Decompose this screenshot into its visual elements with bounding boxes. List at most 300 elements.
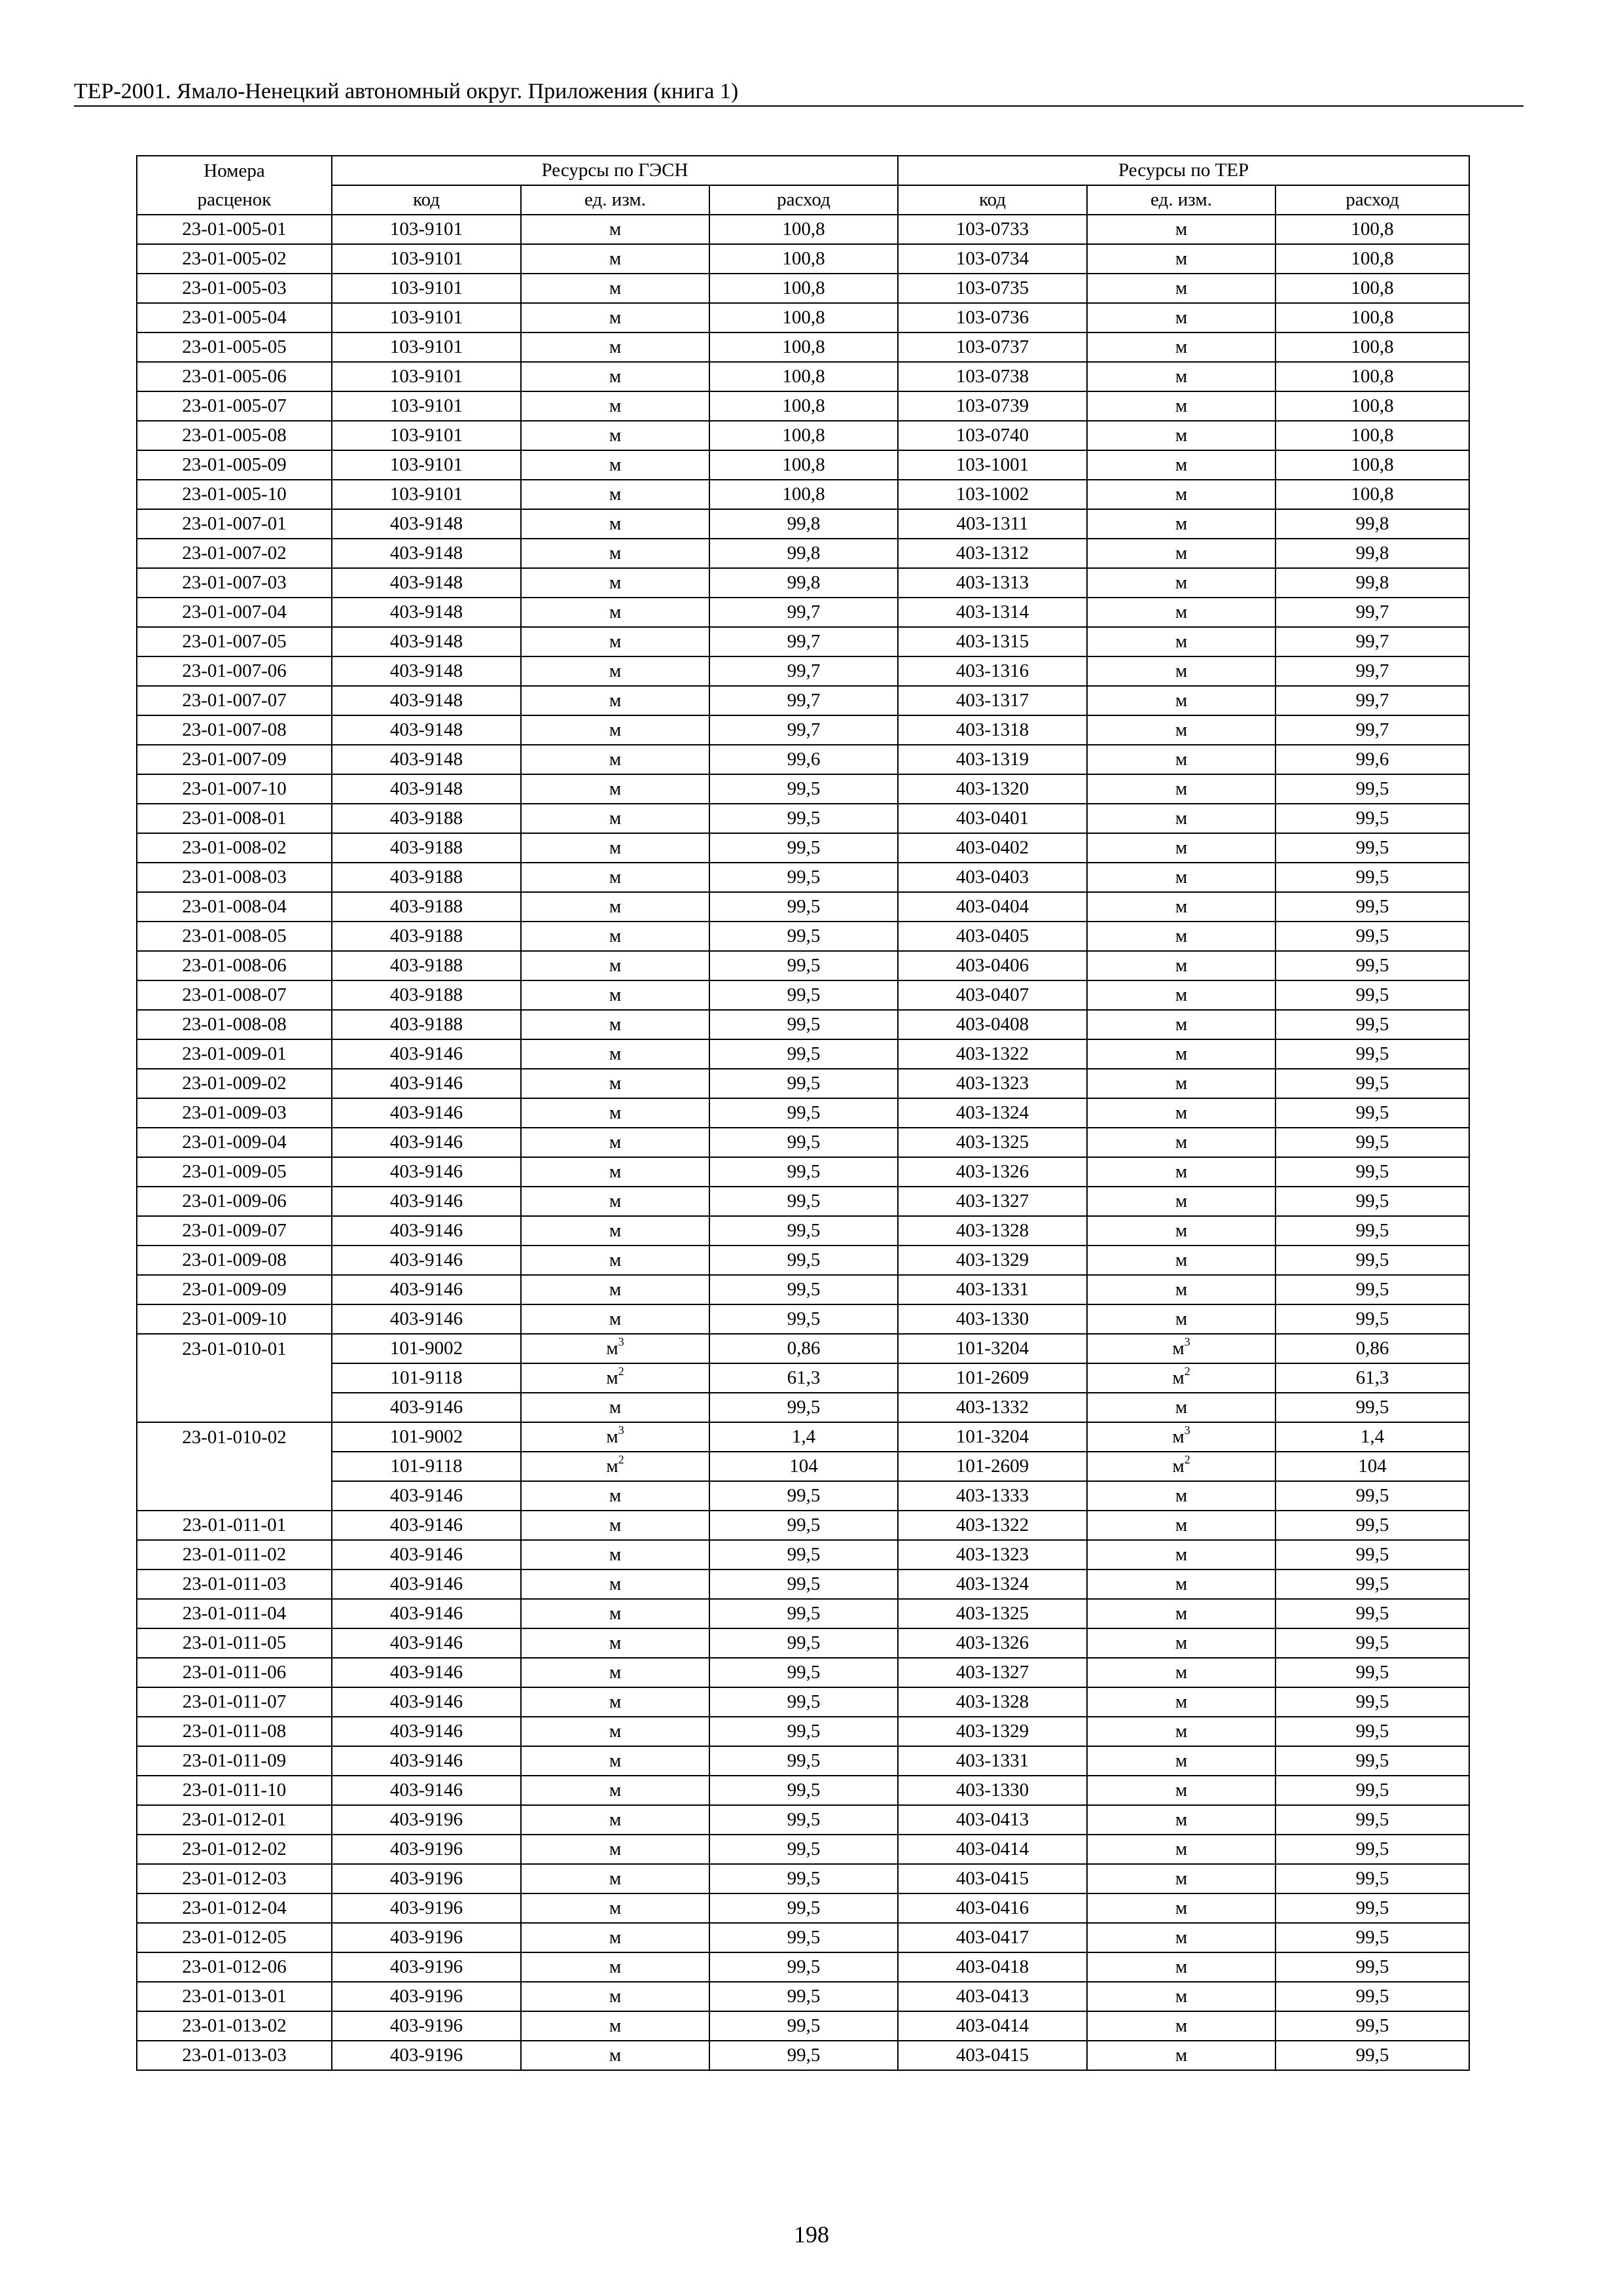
rate-number-cell: 23-01-009-08 xyxy=(137,1246,332,1275)
gesn-unit-cell-base: м xyxy=(606,1456,618,1477)
gesn-amount-cell: 100,8 xyxy=(709,480,898,509)
gesn-amount-cell: 99,5 xyxy=(709,1776,898,1805)
rate-number-cell: 23-01-005-08 xyxy=(137,421,332,450)
ter-unit-cell-base: м xyxy=(1172,1426,1185,1447)
ter-amount-cell: 99,5 xyxy=(1275,1246,1469,1275)
gesn-amount-cell: 99,5 xyxy=(709,1010,898,1039)
ter-unit-cell: м xyxy=(1087,362,1275,391)
ter-unit-cell: м xyxy=(1087,1216,1275,1246)
gesn-code-cell: 403-9148 xyxy=(332,568,521,598)
ter-code-cell: 403-1323 xyxy=(898,1540,1087,1570)
gesn-unit-cell xyxy=(521,1363,709,1393)
ter-unit-cell: м xyxy=(1087,892,1275,922)
ter-unit-cell: м xyxy=(1087,1599,1275,1628)
gesn-code-cell: 103-9101 xyxy=(332,244,521,274)
rate-number-cell: 23-01-005-03 xyxy=(137,274,332,303)
gesn-code-cell: 403-9146 xyxy=(332,1128,521,1157)
ter-code-cell: 403-1327 xyxy=(898,1658,1087,1687)
rate-number-cell: 23-01-011-05 xyxy=(137,1628,332,1658)
table-row xyxy=(137,1481,1469,1511)
ter-amount-cell: 104 xyxy=(1275,1452,1469,1481)
gesn-unit-cell: м xyxy=(521,1952,709,1982)
ter-code-cell: 403-1322 xyxy=(898,1039,1087,1069)
table-row xyxy=(137,1746,1469,1776)
gesn-unit-cell: м xyxy=(521,332,709,362)
table-row xyxy=(137,2041,1469,2070)
gesn-amount-cell: 100,8 xyxy=(709,450,898,480)
gesn-amount-cell: 99,7 xyxy=(709,627,898,656)
gesn-code-cell: 403-9196 xyxy=(332,1982,521,2011)
gesn-code-cell: 103-9101 xyxy=(332,362,521,391)
rate-number-cell: 23-01-007-03 xyxy=(137,568,332,598)
ter-unit-cell: м xyxy=(1087,1893,1275,1923)
gesn-amount-cell: 99,5 xyxy=(709,1187,898,1216)
gesn-unit-cell: м xyxy=(521,274,709,303)
ter-code-cell: 103-1002 xyxy=(898,480,1087,509)
gesn-unit-cell: м xyxy=(521,2041,709,2070)
ter-unit-cell: м xyxy=(1087,274,1275,303)
ter-amount-cell: 100,8 xyxy=(1275,391,1469,421)
gesn-unit-cell: м xyxy=(521,627,709,656)
ter-code-cell: 403-1324 xyxy=(898,1570,1087,1599)
ter-unit-cell: м xyxy=(1087,2011,1275,2041)
ter-unit-cell-base: м xyxy=(1172,1367,1185,1388)
col-header-ter-amount: расход xyxy=(1275,185,1469,215)
table-row xyxy=(137,1275,1469,1304)
table-row xyxy=(137,627,1469,656)
ter-code-cell: 403-1328 xyxy=(898,1687,1087,1717)
ter-unit-cell: м xyxy=(1087,951,1275,980)
table-row xyxy=(137,656,1469,686)
ter-unit-cell: м xyxy=(1087,1039,1275,1069)
ter-code-cell: 103-0737 xyxy=(898,332,1087,362)
ter-unit-cell: м xyxy=(1087,1187,1275,1216)
gesn-amount-cell: 99,8 xyxy=(709,509,898,539)
table-row xyxy=(137,745,1469,774)
gesn-unit-cell: м xyxy=(521,1776,709,1805)
gesn-amount-cell: 99,5 xyxy=(709,1658,898,1687)
gesn-amount-cell: 99,5 xyxy=(709,2041,898,2070)
gesn-unit-cell: м xyxy=(521,1393,709,1422)
ter-amount-cell: 99,5 xyxy=(1275,1746,1469,1776)
ter-amount-cell: 99,5 xyxy=(1275,980,1469,1010)
gesn-code-cell: 103-9101 xyxy=(332,480,521,509)
ter-amount-cell: 99,5 xyxy=(1275,1893,1469,1923)
ter-code-cell: 403-0413 xyxy=(898,1805,1087,1835)
gesn-amount-cell: 99,5 xyxy=(709,1835,898,1864)
ter-code-cell: 103-0735 xyxy=(898,274,1087,303)
table-row xyxy=(137,1982,1469,2011)
ter-amount-cell: 99,5 xyxy=(1275,1835,1469,1864)
rate-number-cell: 23-01-011-09 xyxy=(137,1746,332,1776)
ter-code-cell: 403-1333 xyxy=(898,1481,1087,1511)
ter-code-cell: 403-0401 xyxy=(898,804,1087,833)
gesn-amount-cell: 99,5 xyxy=(709,1246,898,1275)
rate-number-cell: 23-01-005-05 xyxy=(137,332,332,362)
ter-code-cell: 403-1318 xyxy=(898,715,1087,745)
ter-unit-cell-exponent: 2 xyxy=(1184,1365,1190,1378)
gesn-code-cell: 403-9148 xyxy=(332,686,521,715)
gesn-unit-cell-base: м xyxy=(606,1426,618,1447)
gesn-unit-cell-exponent: 2 xyxy=(618,1453,624,1467)
table-row xyxy=(137,2011,1469,2041)
table-row xyxy=(137,568,1469,598)
ter-unit-cell: м xyxy=(1087,833,1275,863)
ter-unit-cell: м xyxy=(1087,303,1275,332)
ter-amount-cell: 99,7 xyxy=(1275,598,1469,627)
ter-unit-cell: м xyxy=(1087,1393,1275,1422)
table-row xyxy=(137,509,1469,539)
gesn-unit-cell: м xyxy=(521,303,709,332)
table-row xyxy=(137,215,1469,244)
gesn-amount-cell: 99,5 xyxy=(709,1481,898,1511)
gesn-unit-cell xyxy=(521,1452,709,1481)
rate-number-cell: 23-01-007-04 xyxy=(137,598,332,627)
gesn-unit-cell: м xyxy=(521,745,709,774)
ter-code-cell: 403-1330 xyxy=(898,1304,1087,1334)
gesn-amount-cell: 61,3 xyxy=(709,1363,898,1393)
ter-amount-cell: 99,7 xyxy=(1275,715,1469,745)
gesn-amount-cell: 99,5 xyxy=(709,1275,898,1304)
ter-code-cell: 403-1313 xyxy=(898,568,1087,598)
gesn-amount-cell: 99,5 xyxy=(709,1628,898,1658)
ter-amount-cell: 99,5 xyxy=(1275,2011,1469,2041)
gesn-code-cell: 403-9148 xyxy=(332,598,521,627)
ter-amount-cell: 99,8 xyxy=(1275,539,1469,568)
table-row xyxy=(137,362,1469,391)
ter-code-cell: 103-0740 xyxy=(898,421,1087,450)
rate-number-cell: 23-01-009-07 xyxy=(137,1216,332,1246)
ter-unit-cell: м xyxy=(1087,1923,1275,1952)
table-row xyxy=(137,1864,1469,1893)
gesn-code-cell: 403-9146 xyxy=(332,1687,521,1717)
table-row xyxy=(137,1039,1469,1069)
ter-amount-cell: 0,86 xyxy=(1275,1334,1469,1363)
ter-code-cell: 403-0406 xyxy=(898,951,1087,980)
ter-code-cell: 403-1328 xyxy=(898,1216,1087,1246)
table-row xyxy=(137,951,1469,980)
table-row xyxy=(137,274,1469,303)
table-row xyxy=(137,391,1469,421)
gesn-amount-cell: 99,5 xyxy=(709,1952,898,1982)
gesn-amount-cell: 99,5 xyxy=(709,1982,898,2011)
gesn-amount-cell: 99,5 xyxy=(709,1864,898,1893)
rate-number-cell: 23-01-008-02 xyxy=(137,833,332,863)
rate-number-cell: 23-01-007-10 xyxy=(137,774,332,804)
table-row xyxy=(137,1069,1469,1098)
gesn-unit-cell xyxy=(521,1334,709,1363)
gesn-amount-cell: 99,5 xyxy=(709,804,898,833)
gesn-unit-cell: м xyxy=(521,1599,709,1628)
ter-code-cell: 403-1311 xyxy=(898,509,1087,539)
rate-number-cell: 23-01-011-06 xyxy=(137,1658,332,1687)
ter-unit-cell: м xyxy=(1087,1805,1275,1835)
gesn-amount-cell: 99,5 xyxy=(709,1805,898,1835)
gesn-unit-cell: м xyxy=(521,833,709,863)
col-header-gesn-unit: ед. изм. xyxy=(521,185,709,215)
gesn-code-cell: 103-9101 xyxy=(332,450,521,480)
ter-amount-cell: 99,7 xyxy=(1275,627,1469,656)
gesn-code-cell: 103-9101 xyxy=(332,303,521,332)
ter-amount-cell: 99,5 xyxy=(1275,1628,1469,1658)
gesn-unit-cell: м xyxy=(521,2011,709,2041)
table-row xyxy=(137,598,1469,627)
table-row xyxy=(137,1511,1469,1540)
gesn-code-cell: 403-9196 xyxy=(332,1805,521,1835)
gesn-unit-cell: м xyxy=(521,863,709,892)
ter-code-cell: 403-0408 xyxy=(898,1010,1087,1039)
table-row xyxy=(137,1422,1469,1452)
rate-number-cell: 23-01-009-05 xyxy=(137,1157,332,1187)
rate-number-cell: 23-01-010-02 xyxy=(137,1422,332,1452)
col-header-ter-unit: ед. изм. xyxy=(1087,185,1275,215)
rate-number-cell: 23-01-009-09 xyxy=(137,1275,332,1304)
table-row xyxy=(137,1393,1469,1422)
gesn-code-cell: 403-9146 xyxy=(332,1776,521,1805)
gesn-code-cell: 403-9188 xyxy=(332,804,521,833)
ter-code-cell: 101-2609 xyxy=(898,1452,1087,1481)
gesn-code-cell: 103-9101 xyxy=(332,274,521,303)
gesn-code-cell: 403-9146 xyxy=(332,1275,521,1304)
gesn-unit-cell: м xyxy=(521,1069,709,1098)
gesn-amount-cell: 99,5 xyxy=(709,774,898,804)
rate-number-cell: 23-01-011-10 xyxy=(137,1776,332,1805)
ter-amount-cell: 99,5 xyxy=(1275,1864,1469,1893)
col-header-number: Номера xyxy=(137,156,332,185)
rate-number-cell: 23-01-012-05 xyxy=(137,1923,332,1952)
ter-amount-cell: 99,5 xyxy=(1275,951,1469,980)
gesn-code-cell: 403-9196 xyxy=(332,2041,521,2070)
ter-code-cell: 403-0413 xyxy=(898,1982,1087,2011)
ter-code-cell: 403-0414 xyxy=(898,1835,1087,1864)
gesn-amount-cell: 1,4 xyxy=(709,1422,898,1452)
gesn-unit-cell: м xyxy=(521,774,709,804)
ter-amount-cell: 99,5 xyxy=(1275,922,1469,951)
gesn-amount-cell: 99,5 xyxy=(709,980,898,1010)
ter-code-cell: 103-0739 xyxy=(898,391,1087,421)
ter-code-cell: 403-1316 xyxy=(898,656,1087,686)
gesn-code-cell: 101-9002 xyxy=(332,1334,521,1363)
gesn-code-cell: 103-9101 xyxy=(332,421,521,450)
ter-amount-cell: 99,5 xyxy=(1275,1069,1469,1098)
ter-unit-cell: м xyxy=(1087,1982,1275,2011)
ter-unit-cell: м xyxy=(1087,1658,1275,1687)
rate-number-cell: 23-01-009-03 xyxy=(137,1098,332,1128)
ter-amount-cell: 99,5 xyxy=(1275,1540,1469,1570)
ter-code-cell: 403-0417 xyxy=(898,1923,1087,1952)
table-row xyxy=(137,1776,1469,1805)
gesn-amount-cell: 99,6 xyxy=(709,745,898,774)
ter-unit-cell: м xyxy=(1087,480,1275,509)
table-row xyxy=(137,1304,1469,1334)
gesn-code-cell: 403-9148 xyxy=(332,745,521,774)
rate-number-cell: 23-01-008-05 xyxy=(137,922,332,951)
ter-code-cell: 403-0415 xyxy=(898,2041,1087,2070)
gesn-code-cell: 403-9148 xyxy=(332,627,521,656)
ter-code-cell: 403-1326 xyxy=(898,1157,1087,1187)
gesn-amount-cell: 100,8 xyxy=(709,215,898,244)
gesn-amount-cell: 99,5 xyxy=(709,1540,898,1570)
ter-amount-cell: 99,5 xyxy=(1275,863,1469,892)
rate-number-cell: 23-01-013-01 xyxy=(137,1982,332,2011)
rate-number-cell: 23-01-008-01 xyxy=(137,804,332,833)
gesn-code-cell: 403-9146 xyxy=(332,1658,521,1687)
ter-unit-cell xyxy=(1087,1334,1275,1363)
gesn-code-cell: 403-9146 xyxy=(332,1246,521,1275)
gesn-unit-cell: м xyxy=(521,980,709,1010)
gesn-amount-cell: 99,5 xyxy=(709,1687,898,1717)
gesn-unit-cell: м xyxy=(521,1157,709,1187)
rate-number-cell: 23-01-010-01 xyxy=(137,1334,332,1363)
gesn-unit-cell: м xyxy=(521,1864,709,1893)
gesn-code-cell: 403-9188 xyxy=(332,1010,521,1039)
table-row xyxy=(137,863,1469,892)
header-rule xyxy=(74,105,1524,107)
gesn-amount-cell: 99,7 xyxy=(709,715,898,745)
header-row-1 xyxy=(137,156,1469,185)
gesn-code-cell: 403-9188 xyxy=(332,922,521,951)
ter-unit-cell: м xyxy=(1087,539,1275,568)
table-row xyxy=(137,1540,1469,1570)
col-header-number-sub: расценок xyxy=(137,185,332,215)
ter-code-cell: 101-3204 xyxy=(898,1334,1087,1363)
ter-code-cell: 403-1325 xyxy=(898,1599,1087,1628)
ter-code-cell: 403-0402 xyxy=(898,833,1087,863)
table-row xyxy=(137,1923,1469,1952)
table-row xyxy=(137,450,1469,480)
page-number: 198 xyxy=(794,2221,829,2248)
gesn-unit-cell-exponent: 2 xyxy=(618,1365,624,1378)
ter-unit-cell xyxy=(1087,1363,1275,1393)
gesn-amount-cell: 99,5 xyxy=(709,1893,898,1923)
ter-code-cell: 403-0418 xyxy=(898,1952,1087,1982)
ter-unit-cell: м xyxy=(1087,1246,1275,1275)
gesn-unit-cell: м xyxy=(521,1187,709,1216)
ter-unit-cell-exponent: 3 xyxy=(1184,1424,1190,1437)
ter-amount-cell: 100,8 xyxy=(1275,421,1469,450)
ter-amount-cell: 99,5 xyxy=(1275,2041,1469,2070)
ter-unit-cell: м xyxy=(1087,244,1275,274)
table-row xyxy=(137,421,1469,450)
rate-number-cell: 23-01-011-08 xyxy=(137,1717,332,1746)
gesn-unit-cell: м xyxy=(521,1687,709,1717)
gesn-code-cell: 403-9188 xyxy=(332,892,521,922)
gesn-amount-cell: 0,86 xyxy=(709,1334,898,1363)
ter-unit-cell-base: м xyxy=(1172,1338,1185,1359)
gesn-amount-cell: 100,8 xyxy=(709,391,898,421)
table-row xyxy=(137,1893,1469,1923)
gesn-code-cell: 103-9101 xyxy=(332,332,521,362)
ter-code-cell: 403-1324 xyxy=(898,1098,1087,1128)
ter-unit-cell: м xyxy=(1087,656,1275,686)
table-row xyxy=(137,892,1469,922)
rate-number-cell: 23-01-008-03 xyxy=(137,863,332,892)
gesn-unit-cell: м xyxy=(521,450,709,480)
rate-number-cell: 23-01-008-04 xyxy=(137,892,332,922)
gesn-unit-cell: м xyxy=(521,1717,709,1746)
gesn-unit-cell: м xyxy=(521,421,709,450)
gesn-code-cell: 101-9002 xyxy=(332,1422,521,1452)
rate-number-cell: 23-01-005-07 xyxy=(137,391,332,421)
table-row xyxy=(137,1246,1469,1275)
gesn-code-cell: 403-9196 xyxy=(332,1893,521,1923)
ter-unit-cell: м xyxy=(1087,1952,1275,1982)
ter-unit-cell: м xyxy=(1087,980,1275,1010)
ter-unit-cell xyxy=(1087,1452,1275,1481)
ter-code-cell: 403-0414 xyxy=(898,2011,1087,2041)
ter-amount-cell: 99,5 xyxy=(1275,1304,1469,1334)
gesn-amount-cell: 99,5 xyxy=(709,833,898,863)
ter-amount-cell: 99,5 xyxy=(1275,1570,1469,1599)
table-row xyxy=(137,1805,1469,1835)
gesn-code-cell: 403-9188 xyxy=(332,833,521,863)
rate-number-cell: 23-01-013-02 xyxy=(137,2011,332,2041)
ter-code-cell: 103-1001 xyxy=(898,450,1087,480)
gesn-amount-cell: 99,5 xyxy=(709,1157,898,1187)
ter-amount-cell: 99,5 xyxy=(1275,1157,1469,1187)
gesn-code-cell: 403-9196 xyxy=(332,2011,521,2041)
ter-code-cell: 403-1320 xyxy=(898,774,1087,804)
ter-unit-cell: м xyxy=(1087,332,1275,362)
rate-number-cell: 23-01-007-06 xyxy=(137,656,332,686)
ter-unit-cell: м xyxy=(1087,1540,1275,1570)
ter-unit-cell: м xyxy=(1087,2041,1275,2070)
ter-amount-cell: 99,5 xyxy=(1275,804,1469,833)
ter-code-cell: 403-0405 xyxy=(898,922,1087,951)
table-row xyxy=(137,804,1469,833)
ter-amount-cell: 99,7 xyxy=(1275,656,1469,686)
ter-amount-cell: 99,7 xyxy=(1275,686,1469,715)
gesn-unit-cell: м xyxy=(521,1540,709,1570)
gesn-amount-cell: 99,5 xyxy=(709,1069,898,1098)
ter-code-cell: 103-0738 xyxy=(898,362,1087,391)
rate-number-cell: 23-01-009-10 xyxy=(137,1304,332,1334)
gesn-amount-cell: 99,5 xyxy=(709,1393,898,1422)
rate-number-cell xyxy=(137,1452,332,1481)
ter-unit-cell-base: м xyxy=(1172,1456,1185,1477)
resources-table xyxy=(136,155,1470,2071)
table-row xyxy=(137,922,1469,951)
table-row xyxy=(137,244,1469,274)
gesn-unit-cell: м xyxy=(521,1570,709,1599)
table-row xyxy=(137,303,1469,332)
table-row xyxy=(137,980,1469,1010)
ter-unit-cell: м xyxy=(1087,1628,1275,1658)
ter-unit-cell: м xyxy=(1087,568,1275,598)
gesn-unit-cell: м xyxy=(521,1275,709,1304)
gesn-unit-cell xyxy=(521,1422,709,1452)
gesn-code-cell: 403-9146 xyxy=(332,1216,521,1246)
ter-unit-cell: м xyxy=(1087,1481,1275,1511)
ter-unit-cell: м xyxy=(1087,774,1275,804)
gesn-unit-cell: м xyxy=(521,715,709,745)
ter-unit-cell: м xyxy=(1087,1304,1275,1334)
rate-number-cell: 23-01-005-06 xyxy=(137,362,332,391)
gesn-unit-cell: м xyxy=(521,1246,709,1275)
ter-unit-cell: м xyxy=(1087,215,1275,244)
gesn-code-cell: 403-9146 xyxy=(332,1069,521,1098)
rate-number-cell: 23-01-007-08 xyxy=(137,715,332,745)
gesn-unit-cell: м xyxy=(521,1982,709,2011)
gesn-amount-cell: 100,8 xyxy=(709,244,898,274)
ter-unit-cell: м xyxy=(1087,863,1275,892)
rate-number-cell: 23-01-009-02 xyxy=(137,1069,332,1098)
gesn-amount-cell: 99,5 xyxy=(709,1511,898,1540)
ter-code-cell: 103-0734 xyxy=(898,244,1087,274)
ter-amount-cell: 100,8 xyxy=(1275,480,1469,509)
ter-code-cell: 403-0403 xyxy=(898,863,1087,892)
gesn-unit-cell: м xyxy=(521,686,709,715)
